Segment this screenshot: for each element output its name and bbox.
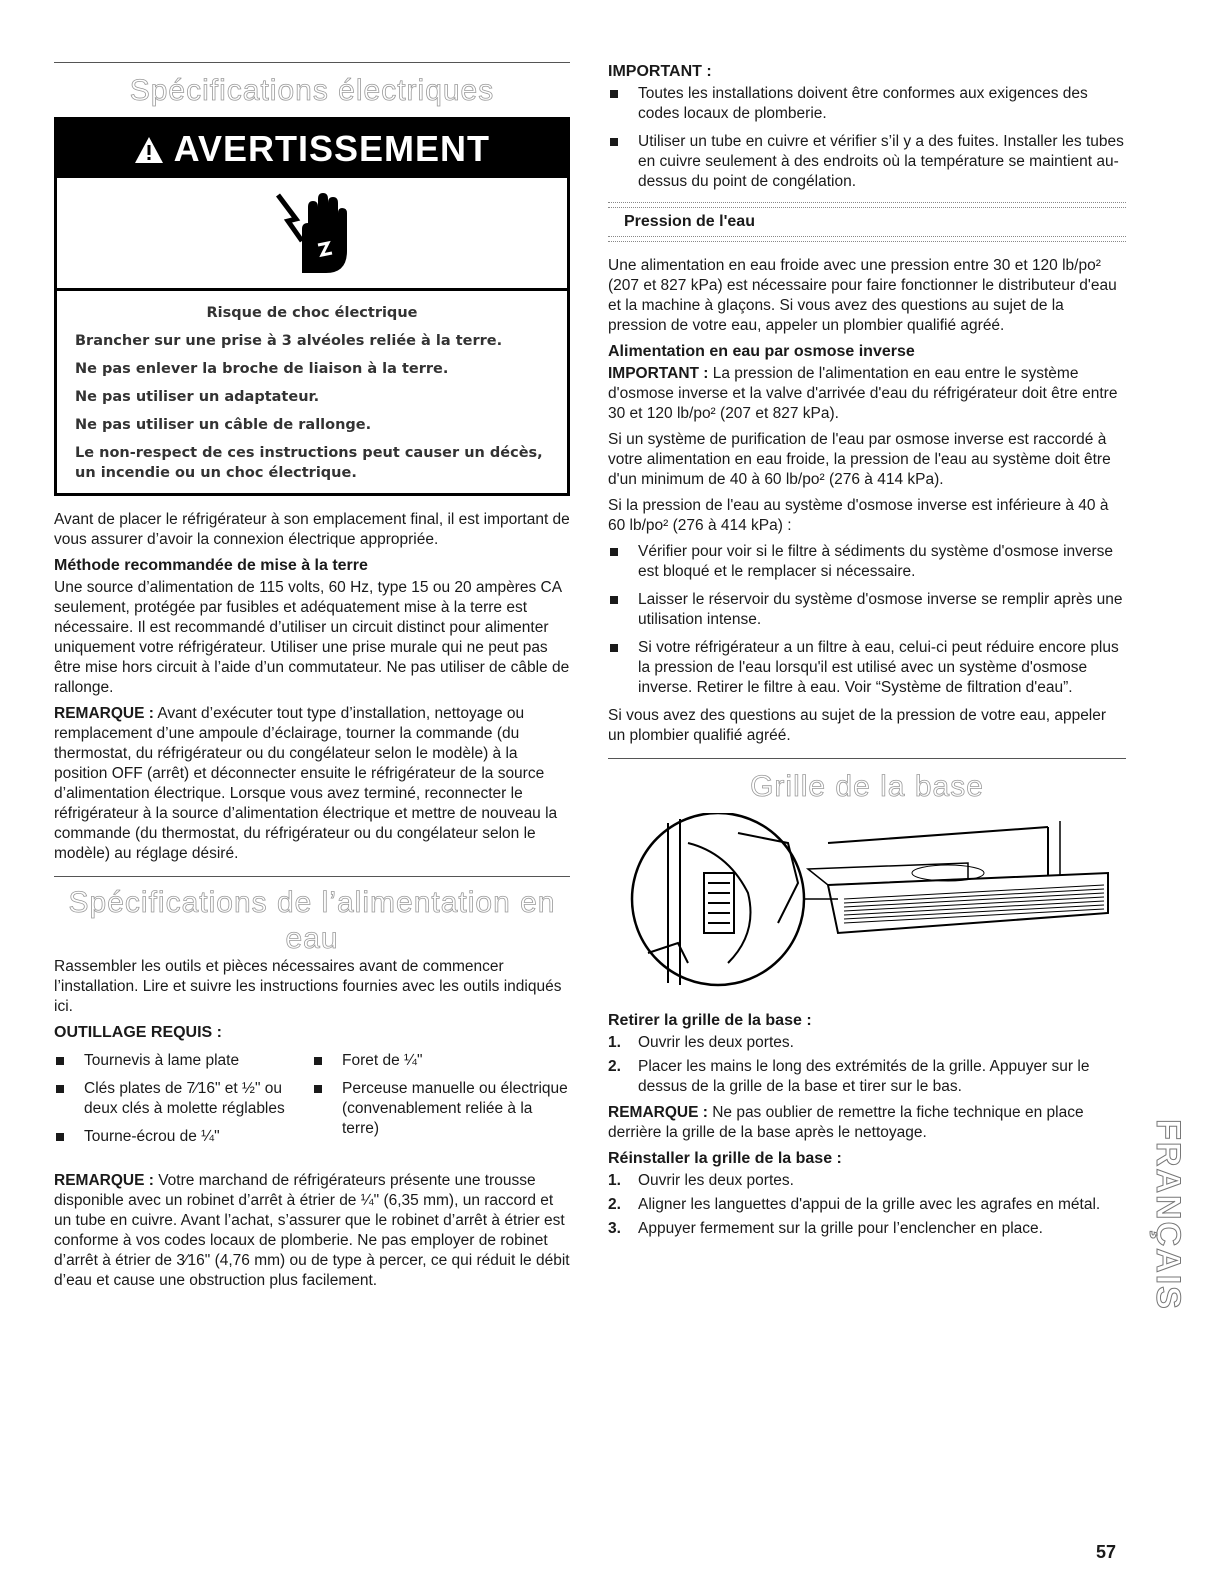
step-number: 2. (608, 1058, 621, 1075)
step-text: Appuyer fermement sur la grille pour l’enclencher en place. (638, 1220, 1043, 1237)
ro-item: Vérifier pour voir si le filtre à sédiments du système d'osmose inverse est bloqué et le remplacer si nécessaire. (608, 542, 1126, 582)
warning-line: Ne pas utiliser un adaptateur. (75, 389, 320, 405)
dotted-divider (608, 236, 1126, 242)
remark-electrical (54, 704, 570, 864)
right-column (608, 62, 1126, 1245)
water-section-title: Spécifications de l’alimentation en eau (68, 886, 556, 955)
step-item (608, 1171, 1126, 1191)
tools-column (54, 1051, 312, 1155)
warning-line: Ne pas utiliser un câble de rallonge. (75, 417, 372, 433)
ro-item: Si votre réfrigérateur a un filtre à eau, celui-ci peut réduire encore plus la pression de l'eau lorsqu'il est utilisé avec un système d'osmose inverse. Retirer le filtre à eau. Voir “Système de filtration d'eau”. (608, 638, 1126, 698)
warning-triangle-icon (134, 128, 174, 169)
warning-line: Le non-respect de ces instructions peut causer un décès, un incendie ou un choc électrique. (75, 445, 543, 481)
ro-list (608, 542, 1126, 698)
warning-line: Risque de choc électrique (206, 305, 418, 321)
ro-important-label: IMPORTANT : (608, 365, 709, 382)
language-tab-label: FRANÇAIS (1149, 1119, 1188, 1311)
tool-item: Perceuse manuelle ou électrique (convenablement reliée à la terre) (312, 1079, 570, 1139)
electrical-section-title: Spécifications électriques (129, 74, 495, 107)
electric-shock-hand-icon (272, 185, 352, 281)
step-number: 2. (608, 1196, 621, 1213)
remark-text: Ne pas oublier de remettre la fiche technique en place derrière la grille de la base après le nettoyage. (608, 1104, 1084, 1141)
grille-illustration (608, 813, 1126, 999)
warning-box (54, 117, 570, 496)
grounding-title: Méthode recommandée de mise à la terre (54, 557, 368, 574)
important-title: IMPORTANT : (608, 63, 712, 80)
remark-label: REMARQUE : (608, 1104, 708, 1121)
warning-illustration (57, 178, 567, 291)
tools-list (54, 1051, 570, 1161)
tool-item: Clés plates de 7⁄16" et ½" ou deux clés à molette réglables (54, 1079, 312, 1119)
remove-steps (608, 1033, 1126, 1097)
divider (54, 876, 570, 877)
step-item (608, 1033, 1126, 1053)
left-column (54, 62, 570, 1297)
ro-title: Alimentation en eau par osmose inverse (608, 343, 915, 360)
page-number: 57 (1096, 1542, 1117, 1562)
important-item: Toutes les installations doivent être conformes aux exigences des codes locaux de plomberie. (608, 84, 1126, 124)
reinstall-title: Réinstaller la grille de la base : (608, 1150, 842, 1167)
tools-column (312, 1051, 570, 1155)
ro-important-text: La pression de l'alimentation en eau entre le système d'osmose inverse et la valve d'arrivée d'eau du réfrigérateur doit être entre 30 et 120 lb/po² (207 et 827 kPa). (608, 365, 1118, 422)
water-intro: Rassembler les outils et pièces nécessaires avant de commencer l’installation. Lire et suivre les instructions fournies avec les outils indiqués ici. (54, 958, 562, 1015)
important-list (608, 84, 1126, 192)
dotted-divider (608, 202, 1126, 208)
step-text: Ouvrir les deux portes. (638, 1172, 794, 1189)
grille-section-title: Grille de la base (750, 770, 984, 803)
tool-item: Tourne-écrou de ¼" (54, 1127, 312, 1147)
remove-title: Retirer la grille de la base : (608, 1012, 812, 1029)
warning-header-text: AVERTISSEMENT (173, 128, 491, 169)
ro-text: Si vous avez des questions au sujet de la pression de votre eau, appeler un plombier qualifié agréé. (608, 707, 1107, 744)
step-item (608, 1057, 1126, 1097)
ro-text: Si la pression de l'eau au système d'osmose inverse est inférieure à 40 à 60 lb/po² (276 à 414 kPa) : (608, 497, 1109, 534)
warning-line: Brancher sur une prise à 3 alvéoles reliée à la terre. (75, 333, 503, 349)
divider (54, 62, 570, 63)
electrical-intro: Avant de placer le réfrigérateur à son emplacement final, il est important de vous assurer d’avoir la connexion électrique appropriée. (54, 511, 570, 548)
pressure-title: Pression de l'eau (624, 213, 755, 230)
important-item: Utiliser un tube en cuivre et vérifier s’il y a des fuites. Installer les tubes en cuivre seulement à des endroits où la température se maintient au-dessus du point de congélation. (608, 132, 1126, 192)
warning-line: Ne pas enlever la broche de liaison à la terre. (75, 361, 449, 377)
remark-grille (608, 1103, 1126, 1143)
grounding-text: Une source d’alimentation de 115 volts, 60 Hz, type 15 ou 20 ampères CA seulement, protégée par fusibles et adéquatement mise à la terre est nécessaire. Il est recommandé d’utiliser un circuit distinct pour alimenter uniquement votre réfrigérateur. Utiliser une prise murale qui ne peut pas être mise hors circuit à l’aide d’un commutateur. Ne pas utiliser de câble de rallonge. (54, 579, 570, 696)
remark-label: REMARQUE : (54, 705, 154, 722)
ro-item: Laisser le réservoir du système d'osmose inverse se remplir après une utilisation intense. (608, 590, 1126, 630)
step-text: Aligner les languettes d'appui de la grille avec les agrafes en métal. (638, 1196, 1101, 1213)
ro-text: Si un système de purification de l'eau par osmose inverse est raccordé à votre alimentation en eau froide, la pression de l'eau au système doit être d'un minimum de 40 à 60 lb/po² (276 à 414 kPa). (608, 431, 1111, 488)
reinstall-steps (608, 1171, 1126, 1239)
pressure-text: Une alimentation en eau froide avec une pression entre 30 et 120 lb/po² (207 et 827 kPa) est nécessaire pour faire fonctionner le distributeur d'eau et la machine à glaçons. Si vous avez des questions au sujet de la pression de votre eau, appeler un plombier qualifié agréé. (608, 257, 1117, 334)
step-number: 3. (608, 1220, 621, 1237)
language-side-tab (1148, 1080, 1188, 1350)
warning-header (57, 120, 567, 178)
remark-label: REMARQUE : (54, 1172, 154, 1189)
step-number: 1. (608, 1172, 621, 1189)
remark-text: Avant d’exécuter tout type d’installation, nettoyage ou remplacement d’une ampoule d’éclairage, tourner la commande (du thermostat, du réfrigérateur ou du congélateur selon le modèle) à la position OFF (arrêt) et déconnecter ensuite le réfrigérateur de la source d’alimentation électrique. Lorsque vous avez terminé, reconnecter le réfrigérateur à la source d’alimentation électrique et mettre de nouveau la commande (du thermostat, du réfrigérateur ou du congélateur selon le modèle) au réglage désiré. (54, 705, 558, 862)
ro-important (608, 364, 1126, 424)
warning-body (57, 291, 567, 493)
divider (608, 758, 1126, 759)
tool-item: Foret de ¼" (312, 1051, 570, 1071)
remark-text: Votre marchand de réfrigérateurs présente une trousse disponible avec un robinet d’arrêt à étrier de ¼" (6,35 mm), un raccord et un tube en cuivre. Avant l’achat, s’assurer que le robinet d’arrêt à étrier est conforme à vos codes locaux de plomberie. Ne pas employer de robinet d’arrêt à étrier de 3⁄16" (4,76 mm) ou de type à percer, ce qui réduit le débit d’eau et cause une obstruction plus facilement. (54, 1172, 570, 1289)
remark-water-kit (54, 1171, 570, 1291)
step-text: Placer les mains le long des extrémités de la grille. Appuyer sur le dessus de la grille de la base et tirer sur le bas. (638, 1058, 1090, 1095)
tools-title: OUTILLAGE REQUIS : (54, 1024, 222, 1041)
tool-item: Tournevis à lame plate (54, 1051, 312, 1071)
step-text: Ouvrir les deux portes. (638, 1034, 794, 1051)
step-item (608, 1219, 1126, 1239)
step-number: 1. (608, 1034, 621, 1051)
step-item (608, 1195, 1126, 1215)
